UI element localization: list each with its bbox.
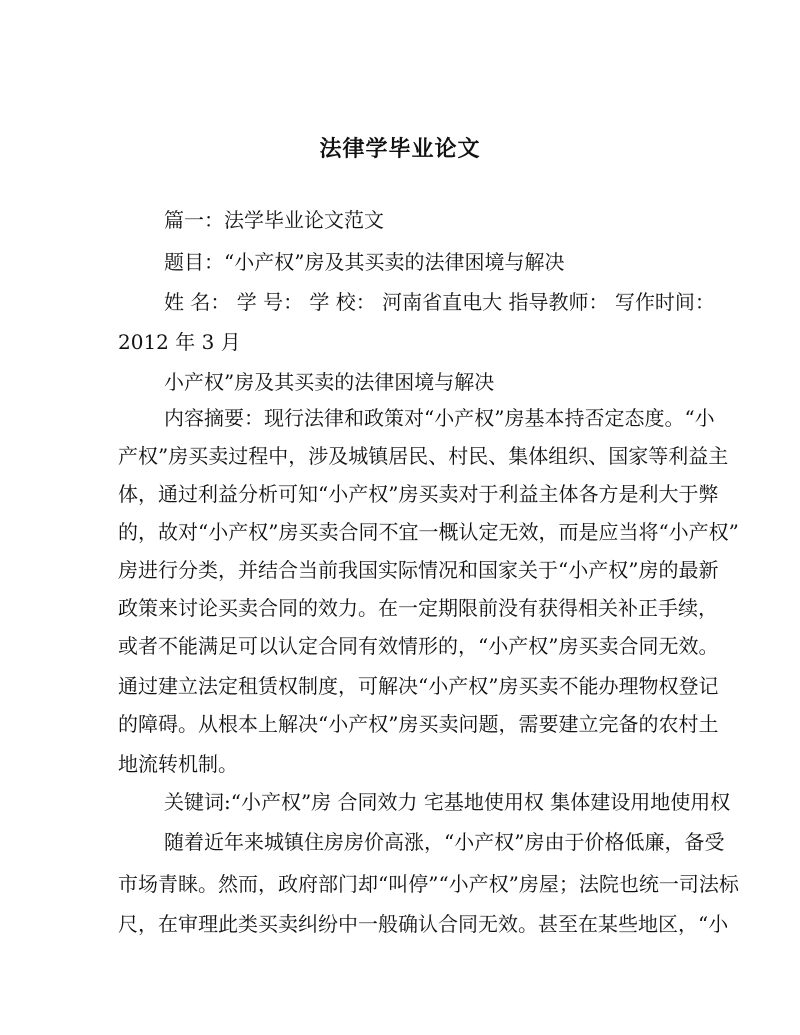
abstract-line: 产权”房买卖过程中，涉及城镇居民、村民、集体组织、国家等利益主 [118,444,729,468]
document-title: 法律学毕业论文 [319,137,481,162]
body-line: 市场青睐。然而，政府部门却“叫停”“小产权”房屋；法院也统一司法标 [118,872,739,896]
body-line: 随着近年来城镇住房房价高涨，“小产权”房由于价格低廉，备受 [164,830,725,854]
abstract-line: 体，通过利益分析可知“小产权”房买卖对于利益主体各方是利大于弊 [118,482,719,506]
abstract-line: 或者不能满足可以认定合同有效情形的，“小产权”房买卖合同无效。 [118,634,719,658]
abstract-line: 的障碍。从根本上解决“小产权”房买卖问题，需要建立完备的农村土 [118,712,719,736]
topic-line: 题目：“小产权”房及其买卖的法律困境与解决 [164,250,565,274]
abstract-line: 通过建立法定租赁权制度，可解决“小产权”房买卖不能办理物权登记 [118,674,719,698]
body-line: 尺，在审理此类买卖纠纷中一般确认合同无效。甚至在某些地区，“小 [118,912,729,936]
section-heading: 篇一：法学毕业论文范文 [164,208,384,232]
abstract-line: 的，故对“小产权”房买卖合同不宜一概认定无效，而是应当将“小产权” [118,520,739,544]
abstract-line: 地流转机制。 [118,752,238,776]
abstract-line: 政策来讨论买卖合同的效力。在一定期限前没有获得相关补正手续， [118,596,718,620]
paper-subtitle: 小产权”房及其买卖的法律困境与解决 [164,370,495,394]
abstract-line: 房进行分类，并结合当前我国实际情况和国家关于“小产权”房的最新 [118,558,719,582]
keywords-line: 关键词:“小产权”房 合同效力 宅基地使用权 集体建设用地使用权 [164,790,731,814]
abstract-line: 内容摘要：现行法律和政策对“小产权”房基本持否定态度。“小 [164,406,715,430]
date-line: 2012 年 3 月 [118,330,241,354]
author-info-line: 姓 名： 学 号： 学 校： 河南省直电大 指导教师： 写作时间： [164,290,715,314]
